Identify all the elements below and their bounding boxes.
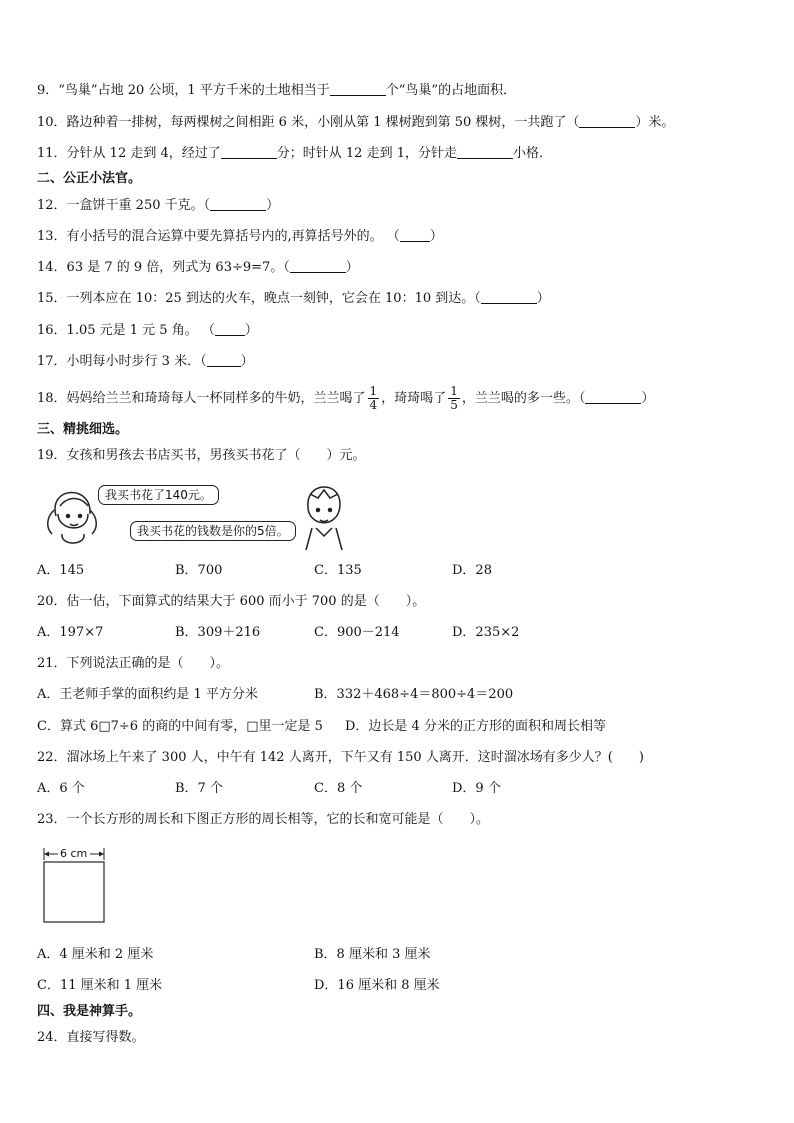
- question-13: 13．有小括号的混合运算中要先算括号内的,再算括号外的。 （ ）: [37, 229, 443, 244]
- question-11: 11．分针从 12 走到 4，经过了 分；时针从 12 走到 1，分针走 小格．: [37, 146, 552, 161]
- answer-blank-q9[interactable]: [330, 82, 386, 96]
- option-q19-b[interactable]: B．700: [175, 563, 223, 578]
- question-17: 17．小明每小时步行 3 米．（ ）: [37, 354, 254, 369]
- answer-blank-q15[interactable]: [481, 290, 537, 304]
- option-q22-a[interactable]: A．6 个: [37, 781, 85, 796]
- question-19: 19．女孩和男孩去书店买书，男孩买书花了（ ）元。: [37, 448, 366, 463]
- question-14: 14．63 是 7 的 9 倍，列式为 63÷9=7。（ ）: [37, 260, 359, 275]
- option-q23-c[interactable]: C．11 厘米和 1 厘米: [37, 978, 163, 993]
- question-24: 24．直接写得数。: [37, 1030, 145, 1045]
- question-21: 21．下列说法正确的是（ ）。: [37, 656, 230, 671]
- option-q21-b[interactable]: B．332＋468÷4＝800÷4＝200: [314, 687, 514, 702]
- option-q20-d[interactable]: D．235×2: [452, 625, 520, 640]
- option-q20-a[interactable]: A．197×7: [37, 625, 104, 640]
- section-heading-3: 三、精挑细选。: [37, 422, 129, 437]
- option-q22-b[interactable]: B．7 个: [175, 781, 223, 796]
- fraction-one-quarter: $\frac{1}{4}$: [369, 384, 378, 412]
- fraction-one-fifth: $\frac{1}{5}$: [450, 384, 458, 412]
- option-q20-c[interactable]: C．900－214: [314, 625, 400, 640]
- option-q23-a[interactable]: A．4 厘米和 2 厘米: [37, 947, 154, 962]
- question-16: 16．1.05 元是 1 元 5 角。 （ ）: [37, 323, 258, 338]
- boy-figure: [306, 487, 342, 550]
- question-10: 10．路边种着一排树，每两棵树之间相距 6 米，小刚从第 1 棵树跑到第 50 棵树，一共跑了（ ）米。: [37, 115, 675, 130]
- option-q23-d[interactable]: D．16 厘米和 8 厘米: [314, 978, 440, 993]
- answer-blank-q17[interactable]: [207, 353, 241, 367]
- girl-figure: [48, 492, 97, 543]
- answer-blank-q10[interactable]: [579, 114, 635, 128]
- option-q19-c[interactable]: C．135: [314, 563, 362, 578]
- option-q21-a[interactable]: A．王老师手掌的面积约是 1 平方分米: [37, 687, 258, 702]
- answer-blank-q11-minutes[interactable]: [221, 145, 277, 159]
- question-12: 12．一盒饼干重 250 千克。（ ）: [37, 198, 280, 213]
- question-23: 23．一个长方形的周长和下图正方形的周长相等，它的长和宽可能是（ ）。: [37, 812, 490, 827]
- question-22: 22．溜冰场上午来了 300 人，中午有 142 人离开，下午又有 150 人离开．这时溜冰场有多少人？( ): [37, 750, 644, 765]
- option-q20-b[interactable]: B．309＋216: [175, 625, 261, 640]
- question-9: 9．“鸟巢”占地 20 公顷，1 平方千米的土地相当于 个“鸟巢”的占地面积．: [37, 83, 517, 98]
- question-20: 20．估一估，下面算式的结果大于 600 而小于 700 的是（ ）。: [37, 594, 426, 609]
- option-q19-a[interactable]: A．145: [37, 563, 85, 578]
- option-q21-c[interactable]: C．算式 6□7÷6 的商的中间有零，□里一定是 5: [37, 719, 323, 734]
- dimension-label: 6 cm: [60, 847, 88, 860]
- section-heading-4: 四、我是神算手。: [37, 1004, 142, 1019]
- option-q22-d[interactable]: D．9 个: [452, 781, 501, 796]
- speech-bubble-boy: 我买书花的钱数是你的5倍。: [130, 521, 296, 541]
- option-q23-b[interactable]: B．8 厘米和 3 厘米: [314, 947, 431, 962]
- answer-blank-q12[interactable]: [210, 197, 266, 211]
- answer-blank-q13[interactable]: [400, 228, 430, 242]
- question-18: 18．妈妈给兰兰和琦琦每人一杯同样多的牛奶，兰兰喝了 $\frac{1}{4}$ ，琦琦喝了 $\frac{1}{5}$ ，兰兰喝的多一些。（ ）: [37, 384, 655, 412]
- speech-bubble-girl: 我买书花了140元。: [98, 485, 219, 505]
- answer-blank-q16[interactable]: [215, 322, 245, 336]
- question-15: 15．一列本应在 10：25 到达的火车，晚点一刻钟，它会在 10：10 到达。（ ）: [37, 291, 550, 306]
- answer-blank-q18[interactable]: [585, 390, 641, 404]
- option-q19-d[interactable]: D．28: [452, 563, 492, 578]
- option-q21-d[interactable]: D．边长是 4 分米的正方形的面积和周长相等: [345, 719, 606, 734]
- option-q22-c[interactable]: C．8 个: [314, 781, 363, 796]
- answer-blank-q14[interactable]: [290, 259, 346, 273]
- section-heading-2: 二、公正小法官。: [37, 171, 142, 186]
- answer-blank-q11-ticks[interactable]: [457, 145, 513, 159]
